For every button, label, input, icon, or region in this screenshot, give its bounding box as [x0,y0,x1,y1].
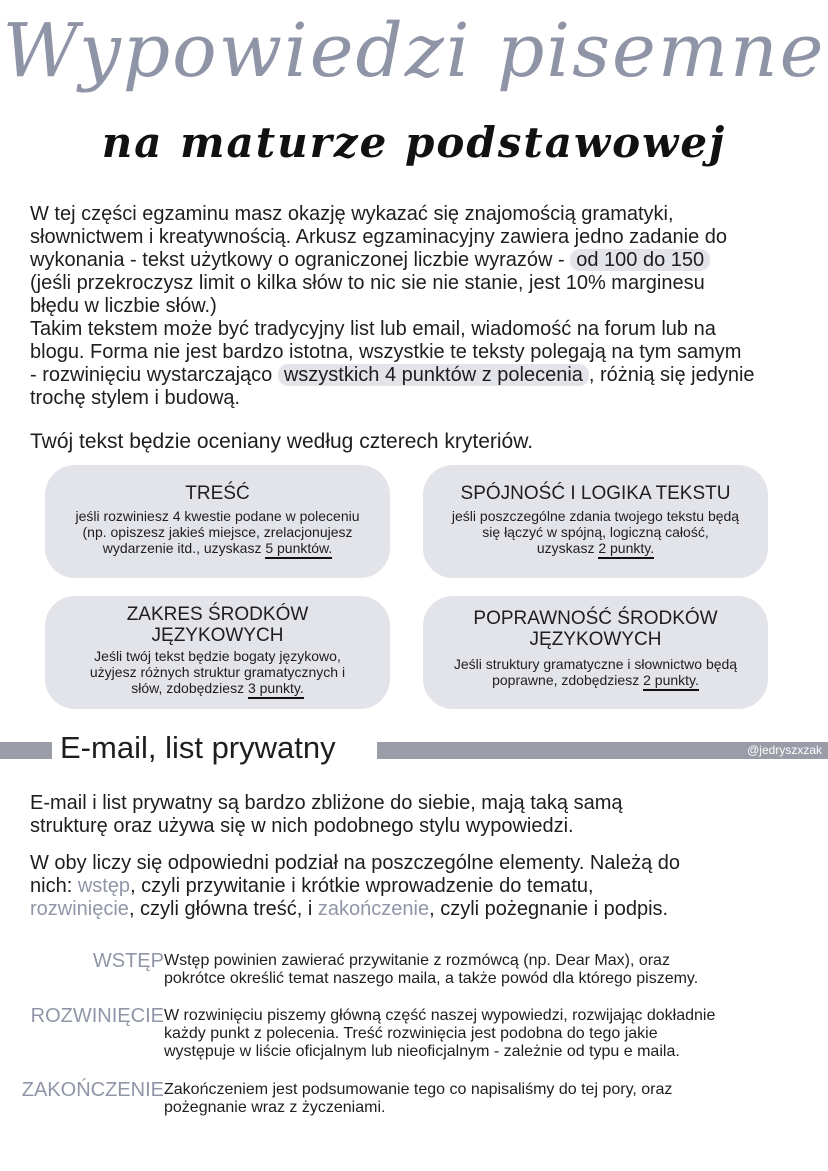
criterion-points: 2 punkty. [643,672,699,691]
page-title: Wypowiedzi pisemne [2,8,826,94]
criterion-card-range [45,596,390,709]
part-label: WSTĘP [92,950,164,972]
intro-paragraph-1 [30,203,727,318]
text-segment: nich: [30,875,78,897]
criterion-title: TREŚĆ [185,483,250,504]
criterion-card-content [45,465,390,578]
text-line [30,249,727,272]
text-segment: poprawne, zdobędziesz [492,672,644,688]
highlight-points: wszystkich 4 punktów z polecenia [278,364,589,386]
text-line: W tej części egzaminu masz okazję wykazać się znajomością gramatyki, [30,203,674,225]
text-line: Zakończeniem jest podsumowanie tego co napisaliśmy do tej pory, oraz [164,1081,673,1098]
text-line: strukturę oraz używa się w nich podobnego stylu wypowiedzi. [30,815,574,837]
criterion-points: 5 punktów. [265,540,332,559]
author-handle: @jedryszxzak [747,743,822,757]
text-line: jeśli poszczególne zdania twojego tekstu będą [451,508,740,524]
criterion-card-coherence [423,465,768,578]
text-line: Jeśli struktury gramatyczne i słownictwo będą [453,656,738,672]
highlight-word-limit: od 100 do 150 [570,249,710,271]
criterion-body [45,648,390,696]
text-line: blogu. Forma nie jest bardzo istotna, wszystkie te teksty polegają na tym samym [30,341,742,363]
part-description [164,952,698,988]
text-line: występuje w liście oficjalnym lub nieoficjalnym - zależnie od typu e maila. [164,1043,680,1060]
keyword-ending: zakończenie [317,898,430,920]
text-segment: słów, zdobędziesz [131,680,248,696]
page-subtitle: na maturze podstawowej [101,118,727,167]
criteria-intro: Twój tekst będzie oceniany według czterech kryteriów. [30,430,534,453]
text-line [30,875,680,898]
text-line: jeśli rozwiniesz 4 kwestie podane w poleceniu [75,508,360,524]
criterion-title: ZAKRES ŚRODKÓW JĘZYKOWYCH [126,604,309,646]
text-segment: - rozwinięciu wystarczająco [30,364,278,386]
keyword-body: rozwinięcie [30,898,129,920]
text-line: W rozwinięciu piszemy główną część naszej wypowiedzi, rozwijając dokładnie [164,1007,716,1024]
section-divider-left [0,742,52,759]
text-segment: wykonania - tekst użytkowy o ograniczonej liczbie wyrazów - [30,249,571,271]
text-line [45,680,390,696]
text-line: się łączyć w spójną, logiczną całość, [482,524,709,540]
email-paragraph-1 [30,792,622,838]
text-line: Takim tekstem może być tradycyjny list lub email, wiadomość na forum lub na [30,318,716,340]
criterion-title: POPRAWNOŚĆ ŚRODKÓW JĘZYKOWYCH [473,608,718,650]
text-segment: uzyskasz [536,540,599,556]
text-line [423,540,768,556]
text-line [30,898,680,921]
text-line: użyjesz różnych struktur gramatycznych i [89,664,346,680]
text-segment: , różnią się jedynie [588,364,755,386]
criterion-card-accuracy [423,596,768,709]
text-segment: , czyli główna treść, i [128,898,318,920]
text-line: błędu w liczbie słów.) [30,295,217,317]
text-segment: , czyli pożegnanie i podpis. [429,898,669,920]
section-title: E-mail, list prywatny [60,730,336,765]
text-line [45,540,390,556]
criterion-body [45,508,390,556]
part-description [164,1081,672,1117]
text-line: Wstęp powinien zawierać przywitanie z rozmówcą (np. Dear Max), oraz [164,952,670,969]
part-description [164,1007,715,1061]
intro-paragraph-2 [30,318,755,410]
keyword-intro: wstęp [77,875,131,897]
text-line: pożegnanie wraz z życzeniami. [164,1099,386,1116]
part-label: ROZWINIĘCIE [30,1005,164,1027]
text-line: (jeśli przekroczysz limit o kilka słów to nic sie nie stanie, jest 10% marginesu [30,272,705,294]
text-segment: wydarzenie itd., uzyskasz [102,540,266,556]
text-line: trochę stylem i budową. [30,387,241,409]
text-line: Jeśli twój tekst będzie bogaty językowo, [94,648,341,664]
email-paragraph-2 [30,852,680,921]
criterion-title: SPÓJNOŚĆ I LOGIKA TEKSTU [460,483,731,504]
text-line: słownictwem i kreatywnością. Arkusz egzaminacyjny zawiera jedno zadanie do [30,226,727,248]
text-line [30,364,755,387]
criterion-body [423,508,768,556]
criterion-points: 3 punkty. [248,680,304,699]
text-line: W oby liczy się odpowiedni podział na poszczególne elementy. Należą do [30,852,680,874]
text-line [423,672,768,688]
criterion-points: 2 punkty. [598,540,654,559]
text-segment: , czyli przywitanie i krótkie wprowadzenie do tematu, [130,875,594,897]
text-line: E-mail i list prywatny są bardzo zbliżone do siebie, mają taką samą [30,792,623,814]
text-line: (np. opiszesz jakieś miejsce, zrelacjonujesz [82,524,353,540]
criterion-body [423,656,768,688]
part-label: ZAKOŃCZENIE [21,1079,164,1101]
text-line: pokrótce określić temat naszego maila, a także powód dla którego piszemy. [164,970,699,987]
text-line: każdy punkt z polecenia. Treść rozwinięcia jest podobna do tego jakie [164,1025,658,1042]
